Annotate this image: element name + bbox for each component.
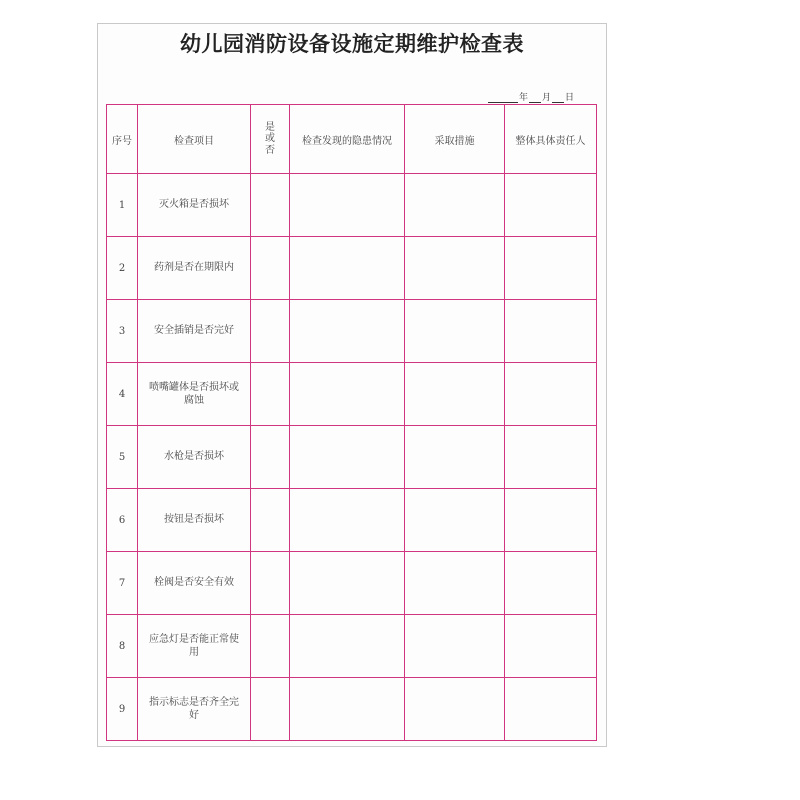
- header-index: 序号: [107, 105, 138, 174]
- row-item: 灭火箱是否损坏: [138, 174, 251, 237]
- row-item: 按钮是否损坏: [138, 489, 251, 552]
- responsible-cell[interactable]: [505, 300, 597, 363]
- responsible-cell[interactable]: [505, 174, 597, 237]
- header-yes-no: [251, 105, 290, 174]
- month-blank[interactable]: [529, 93, 541, 103]
- row-index: 6: [107, 489, 138, 552]
- measures-cell[interactable]: [405, 237, 505, 300]
- year-blank[interactable]: [488, 93, 518, 103]
- header-responsible: 整体具体责任人: [505, 105, 597, 174]
- hidden-danger-cell[interactable]: [290, 174, 405, 237]
- yes-no-cell[interactable]: [251, 615, 290, 678]
- measures-cell[interactable]: [405, 678, 505, 741]
- table-header-row: [107, 105, 597, 174]
- yes-no-cell[interactable]: [251, 426, 290, 489]
- hidden-danger-cell[interactable]: [290, 615, 405, 678]
- header-yes-no-line3: 否: [265, 144, 275, 156]
- measures-cell[interactable]: [405, 489, 505, 552]
- table-row: [107, 678, 597, 741]
- table-row: [107, 363, 597, 426]
- row-item: 药剂是否在期限内: [138, 237, 251, 300]
- yes-no-cell[interactable]: [251, 552, 290, 615]
- yes-no-cell[interactable]: [251, 489, 290, 552]
- header-measures: 采取措施: [405, 105, 505, 174]
- yes-no-cell[interactable]: [251, 237, 290, 300]
- row-item: 水枪是否损坏: [138, 426, 251, 489]
- row-item: 指示标志是否齐全完好: [138, 678, 251, 741]
- hidden-danger-cell[interactable]: [290, 363, 405, 426]
- measures-cell[interactable]: [405, 363, 505, 426]
- table-row: [107, 489, 597, 552]
- day-blank[interactable]: [552, 93, 564, 103]
- responsible-cell[interactable]: [505, 237, 597, 300]
- table-row: [107, 174, 597, 237]
- yes-no-cell[interactable]: [251, 678, 290, 741]
- row-item: 喷嘴罐体是否损坏或腐蚀: [138, 363, 251, 426]
- table-row: [107, 615, 597, 678]
- hidden-danger-cell[interactable]: [290, 300, 405, 363]
- header-yes-no-line1: 是: [265, 121, 275, 133]
- hidden-danger-cell[interactable]: [290, 489, 405, 552]
- hidden-danger-cell[interactable]: [290, 237, 405, 300]
- yes-no-cell[interactable]: [251, 174, 290, 237]
- measures-cell[interactable]: [405, 552, 505, 615]
- table-row: [107, 426, 597, 489]
- header-yes-no-line2: 或: [265, 133, 275, 145]
- responsible-cell[interactable]: [505, 678, 597, 741]
- year-label: 年: [518, 93, 528, 103]
- row-item: 应急灯是否能正常使用: [138, 615, 251, 678]
- responsible-cell[interactable]: [505, 363, 597, 426]
- yes-no-cell[interactable]: [251, 300, 290, 363]
- row-item: 栓阀是否安全有效: [138, 552, 251, 615]
- hidden-danger-cell[interactable]: [290, 426, 405, 489]
- header-hidden-danger: 检查发现的隐患情况: [290, 105, 405, 174]
- measures-cell[interactable]: [405, 300, 505, 363]
- row-item: 安全插销是否完好: [138, 300, 251, 363]
- inspection-table: [106, 104, 597, 741]
- table-row: [107, 237, 597, 300]
- row-index: 7: [107, 552, 138, 615]
- row-index: 9: [107, 678, 138, 741]
- hidden-danger-cell[interactable]: [290, 678, 405, 741]
- row-index: 3: [107, 300, 138, 363]
- row-index: 2: [107, 237, 138, 300]
- table-row: [107, 552, 597, 615]
- form-title: 幼儿园消防设备设施定期维护检查表: [180, 31, 524, 56]
- row-index: 5: [107, 426, 138, 489]
- day-label: 日: [564, 93, 574, 103]
- hidden-danger-cell[interactable]: [290, 552, 405, 615]
- measures-cell[interactable]: [405, 615, 505, 678]
- responsible-cell[interactable]: [505, 489, 597, 552]
- month-label: 月: [541, 93, 551, 103]
- table-row: [107, 300, 597, 363]
- responsible-cell[interactable]: [505, 615, 597, 678]
- row-index: 4: [107, 363, 138, 426]
- row-index: 1: [107, 174, 138, 237]
- date-line: [488, 90, 574, 103]
- responsible-cell[interactable]: [505, 426, 597, 489]
- row-index: 8: [107, 615, 138, 678]
- yes-no-cell[interactable]: [251, 363, 290, 426]
- header-item: 检查项目: [138, 105, 251, 174]
- measures-cell[interactable]: [405, 426, 505, 489]
- responsible-cell[interactable]: [505, 552, 597, 615]
- measures-cell[interactable]: [405, 174, 505, 237]
- form-sheet: [97, 23, 607, 747]
